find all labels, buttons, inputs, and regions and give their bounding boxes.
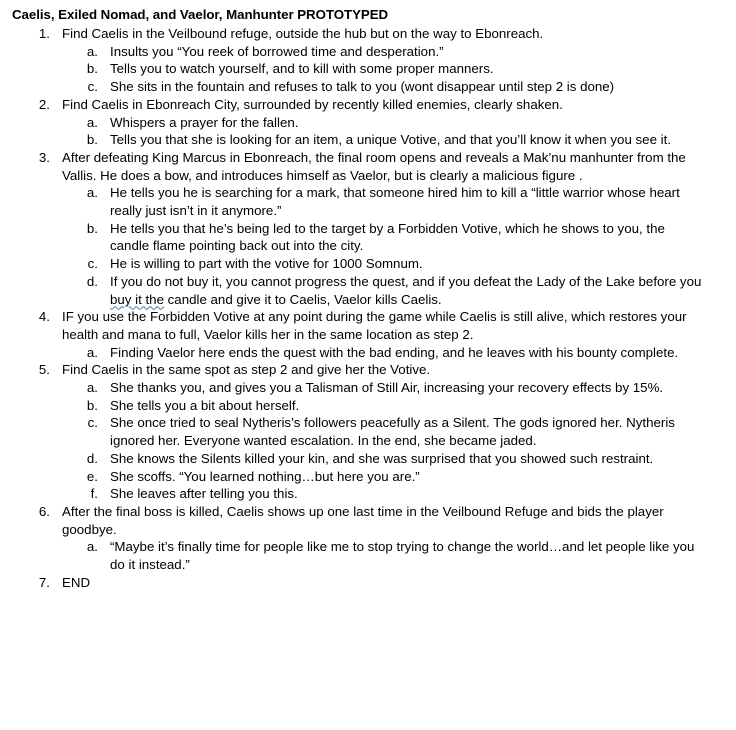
- outline-subitem: [62, 485, 702, 503]
- sub-list-marker: e.: [86, 468, 98, 484]
- outline-subitem: [62, 397, 702, 415]
- outline-subitem: [62, 538, 702, 573]
- list-item-text: Find Caelis in the same spot as step 2 and give her the Votive.: [62, 362, 431, 378]
- sub-list-item-text: Whispers a prayer for the fallen.: [110, 114, 299, 130]
- sub-list-item-text: She thanks you, and gives you a Talisman of Still Air, increasing your recovery effects by 15%.: [110, 380, 664, 396]
- list-marker: 2.: [38, 96, 50, 112]
- sub-list-marker: b.: [86, 220, 98, 236]
- list-item-text: Find Caelis in the Veilbound refuge, outside the hub but on the way to Ebonreach.: [62, 26, 544, 41]
- outline-subitem: [62, 468, 702, 486]
- list-marker: 7.: [38, 574, 50, 590]
- sub-list-item-text: She scoffs. “You learned nothing…but here you are.”: [110, 468, 420, 484]
- list-marker: 5.: [38, 362, 50, 378]
- sub-outline-list: [62, 114, 702, 149]
- sub-list-marker: f.: [90, 486, 98, 502]
- sub-list-marker: b.: [86, 397, 98, 413]
- sub-outline-list: [62, 43, 702, 96]
- sub-list-item-text: [110, 273, 702, 308]
- outline-item: [12, 25, 702, 96]
- outline-list: [12, 25, 702, 592]
- spellcheck-underlined-text: buy it the: [110, 291, 164, 307]
- outline-subitem: [62, 379, 702, 397]
- outline-subitem: [62, 450, 702, 468]
- outline-subitem: [62, 131, 702, 149]
- outline-subitem: [62, 344, 702, 362]
- outline-subitem: [62, 43, 702, 61]
- sub-list-item-text: She sits in the fountain and refuses to talk to you (wont disappear until step 2 is done): [110, 79, 615, 95]
- outline-subitem: [62, 60, 702, 78]
- list-marker: 4.: [38, 309, 50, 325]
- list-item-text: After defeating King Marcus in Ebonreach, the final room opens and reveals a Mak’nu manhunter from the Vallis. He does a bow, and introduces himself as Vaelor, but is clearly a malicious figure .: [62, 149, 686, 183]
- list-item-text: IF you use the Forbidden Votive at any point during the game while Caelis is still alive, which restores your health and mana to full, Vaelor kills her in the same location as step 2.: [62, 309, 687, 342]
- sub-list-marker: a.: [86, 185, 98, 201]
- sub-list-marker: a.: [86, 380, 98, 396]
- sub-list-marker: d.: [86, 450, 98, 466]
- sub-list-marker: c.: [87, 256, 98, 272]
- sub-list-item-text: He tells you he is searching for a mark, that someone hired him to kill a “little warrior whose heart really just isn’t in it anymore.”: [110, 185, 680, 219]
- sub-list-item-text: She leaves after telling you this.: [110, 486, 298, 502]
- outline-item: [12, 96, 702, 149]
- sub-list-marker: d.: [86, 273, 98, 289]
- sub-list-item-text: Insults you “You reek of borrowed time and desperation.”: [110, 43, 444, 59]
- sub-list-item-text: She once tried to seal Nytheris’s followers peacefully as a Silent. The gods ignored her. Nytheris ignored her. Everyone wanted escalation. In the end, she became jaded.: [110, 415, 675, 449]
- outline-subitem: [62, 184, 702, 219]
- outline-item: [12, 574, 702, 592]
- sub-list-marker: c.: [87, 79, 98, 95]
- outline-subitem: [62, 220, 702, 255]
- sub-list-marker: b.: [86, 61, 98, 77]
- outline-subitem: [62, 273, 702, 308]
- text-segment: candle and give it to Caelis, Vaelor kills Caelis.: [163, 291, 442, 307]
- outline-subitem: [62, 255, 702, 273]
- sub-list-item-text: “Maybe it’s finally time for people like me to stop trying to change the world…and let people like you do it instead.”: [110, 539, 695, 573]
- sub-list-marker: a.: [86, 114, 98, 130]
- sub-list-marker: b.: [86, 132, 98, 148]
- list-marker: 3.: [38, 149, 50, 165]
- list-item-text: After the final boss is killed, Caelis shows up one last time in the Veilbound Refuge and bids the player goodbye.: [62, 503, 664, 537]
- list-marker: 1.: [38, 26, 50, 41]
- sub-list-item-text: He is willing to part with the votive for 1000 Somnum.: [110, 256, 423, 272]
- sub-list-item-text: She knows the Silents killed your kin, and she was surprised that you showed such restraint.: [110, 450, 654, 466]
- page-title: Caelis, Exiled Nomad, and Vaelor, Manhunter PROTOTYPED: [12, 7, 389, 22]
- sub-outline-list: [62, 538, 702, 573]
- list-item-text: Find Caelis in Ebonreach City, surrounded by recently killed enemies, clearly shaken.: [62, 96, 563, 112]
- sub-list-marker: a.: [86, 344, 98, 360]
- outline-subitem: [62, 78, 702, 96]
- sub-outline-list: [62, 379, 702, 503]
- sub-outline-list: [62, 344, 702, 362]
- sub-list-marker: a.: [86, 539, 98, 555]
- sub-outline-list: [62, 184, 702, 308]
- sub-list-item-text: Tells you that she is looking for an item, a unique Votive, and that you’ll know it when you see it.: [110, 132, 672, 148]
- outline-subitem: [62, 414, 702, 449]
- text-segment: If you do not buy it, you cannot progress the quest, and if you defeat the Lady of the Lake before you: [110, 273, 702, 289]
- sub-list-marker: c.: [87, 415, 98, 431]
- outline-subitem: [62, 114, 702, 132]
- sub-list-marker: a.: [86, 43, 98, 59]
- list-marker: 6.: [38, 503, 50, 519]
- sub-list-item-text: She tells you a bit about herself.: [110, 397, 300, 413]
- outline-item: [12, 361, 702, 503]
- outline-item: [12, 308, 702, 361]
- list-item-text: END: [62, 574, 91, 590]
- outline-item: [12, 149, 702, 308]
- outline-item: [12, 503, 702, 574]
- sub-list-item-text: Finding Vaelor here ends the quest with the bad ending, and he leaves with his bounty complete.: [110, 344, 679, 360]
- sub-list-item-text: He tells you that he’s being led to the target by a Forbidden Votive, which he shows to you, the candle flame pointing back out into the city.: [110, 220, 665, 254]
- sub-list-item-text: Tells you to watch yourself, and to kill with some proper manners.: [110, 61, 494, 77]
